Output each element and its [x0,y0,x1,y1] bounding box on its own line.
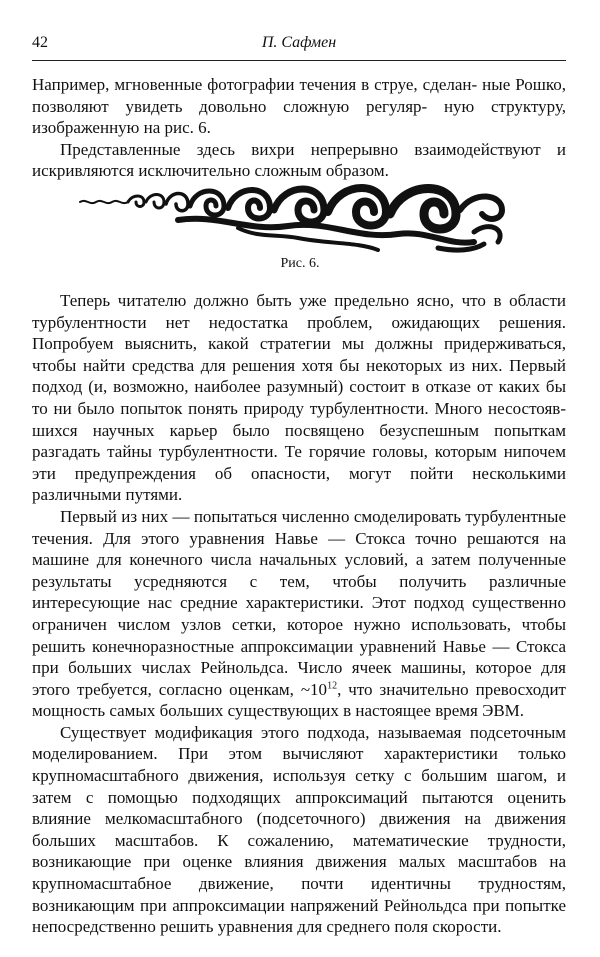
paragraph-text: Первый из них — попытаться численно смоделировать турбулентные течения. Для этого уравнения Навье — Стокса точно решаются на машине для конечного числа начальных условий, а затем полученные результаты усредняются с тем, чтобы получить различные интересующие нас средние характеристики. Этот подход существенно ограничен числом узлов сетки, которое нужно использовать, чтобы решить конечноразностные аппроксимации уравнений Навье — Стокса при больших числах Рейнольдса. Число ячеек машины, которое для этого требуется, согласно оценкам, ~10 [32,506,566,699]
intro-text [32,74,566,182]
text-line: ные Рошко, позволяют увидеть довольно сложную регуляр- [32,75,566,116]
paragraph: Существует модификация этого подхода, называемая подсеточным моделированием. При этом вычисляют характеристики только крупномасштабного движения, используя сетку с большим шагом, и затем с помощью подходящих аппроксимаций пытаются оценить влияние мелкомасштабного (подсеточного) движения на движения больших масштабов. К сожалению, математические трудности, возникающие при оценке влияния движения малых масштабов на крупномасштабное движение, почти идентичны трудностям, возникающим при аппроксимации напряжений Рейнольдса при попытке непосредственно решить уравнения для среднего поля скорости. [32,722,566,937]
page-number: 42 [32,34,48,51]
paragraph: Теперь читателю должно быть уже предельно ясно, что в области турбулентности нет недостатка проблем, ожидающих решения. Попробуем выяснить, какой стратегии мы должны придерживаться, чтобы найти средства для решения хотя бы некоторых из них. Первый подход (и, возможно, наиболее разумный) состоит в отказе от каких бы то ни было попыток понять природу турбулентности. Много несостоявшихся научных карьер было посвящено безуспешным попыткам разгадать тайны турбулентности. Те горячие головы, которым нипочем эти предупреждения об опасности, могут пойти несколькими различными путями. [32,291,566,505]
page-header [32,34,566,58]
header-rule [32,60,566,61]
paragraph-continued [32,74,566,139]
exponent: 12 [327,680,338,692]
paragraph-text: , что значительно превосходит мощность самых больших существующих в настоящее время ЭВМ. [32,679,566,721]
paragraph: Представленные здесь вихри непрерывно взаимодействуют и искривляются исключительно сложным образом. [32,139,566,181]
figure-caption: Рис. 6. [280,256,320,271]
running-head: П. Сафмен [261,34,337,51]
vortex-drawing [78,180,510,256]
main-text [32,290,566,938]
paragraph [32,506,566,722]
text-line: Например, мгновенные фотографии течения в струе, сделан- [32,75,478,94]
text-line: ную структуру, изображенную на рис. 6. [32,96,566,138]
vortex-figure [78,180,510,256]
